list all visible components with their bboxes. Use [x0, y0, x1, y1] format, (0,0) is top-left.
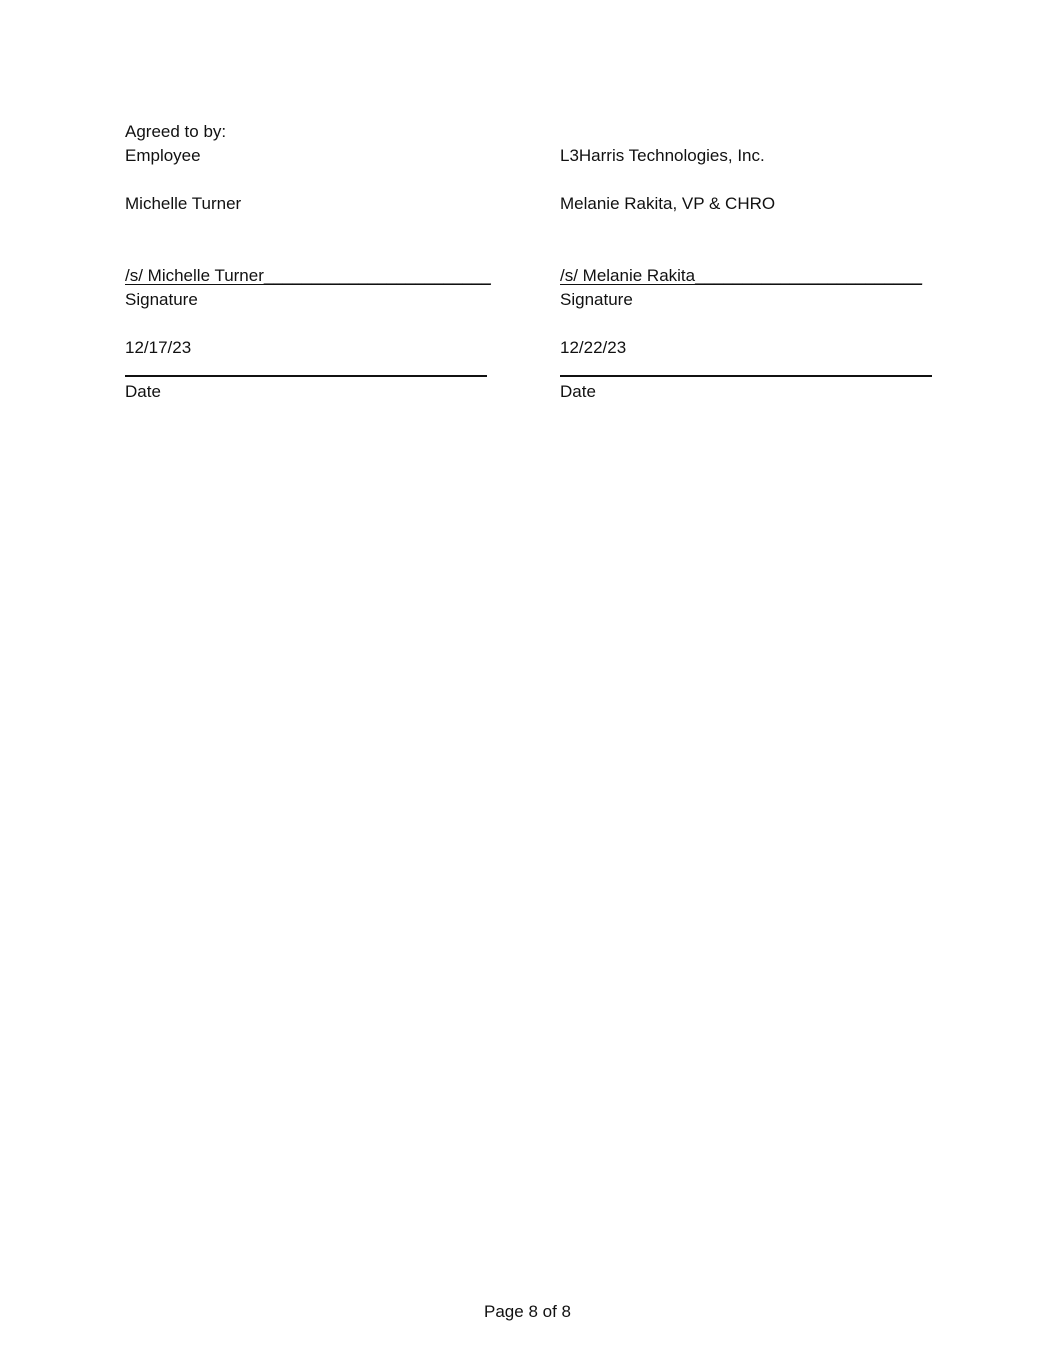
employee-signature-column — [125, 120, 560, 404]
company-signature-line: /s/ Melanie Rakita________________________ — [560, 266, 923, 285]
company-signatory-name: Melanie Rakita, VP & CHRO — [560, 194, 776, 213]
employee-date-value: 12/17/23 — [125, 338, 192, 357]
agreed-to-by-label: Agreed to by: — [125, 122, 227, 141]
signature-columns — [125, 120, 932, 404]
page-number-footer: Page 8 of 8 — [484, 1302, 571, 1321]
company-signature-label: Signature — [560, 290, 633, 309]
employee-name: Michelle Turner — [125, 194, 242, 213]
employee-signature-label: Signature — [125, 290, 198, 309]
employee-signature-line: /s/ Michelle Turner________________________ — [125, 266, 491, 285]
employee-date-label: Date — [125, 382, 161, 401]
employee-date-rule — [125, 360, 487, 377]
employee-party-label: Employee — [125, 146, 201, 165]
company-date-label: Date — [560, 382, 596, 401]
company-signature-column — [560, 120, 932, 404]
company-date-value: 12/22/23 — [560, 338, 627, 357]
signature-block — [125, 120, 932, 404]
company-party-label: L3Harris Technologies, Inc. — [560, 146, 765, 165]
company-date-rule — [560, 360, 932, 377]
